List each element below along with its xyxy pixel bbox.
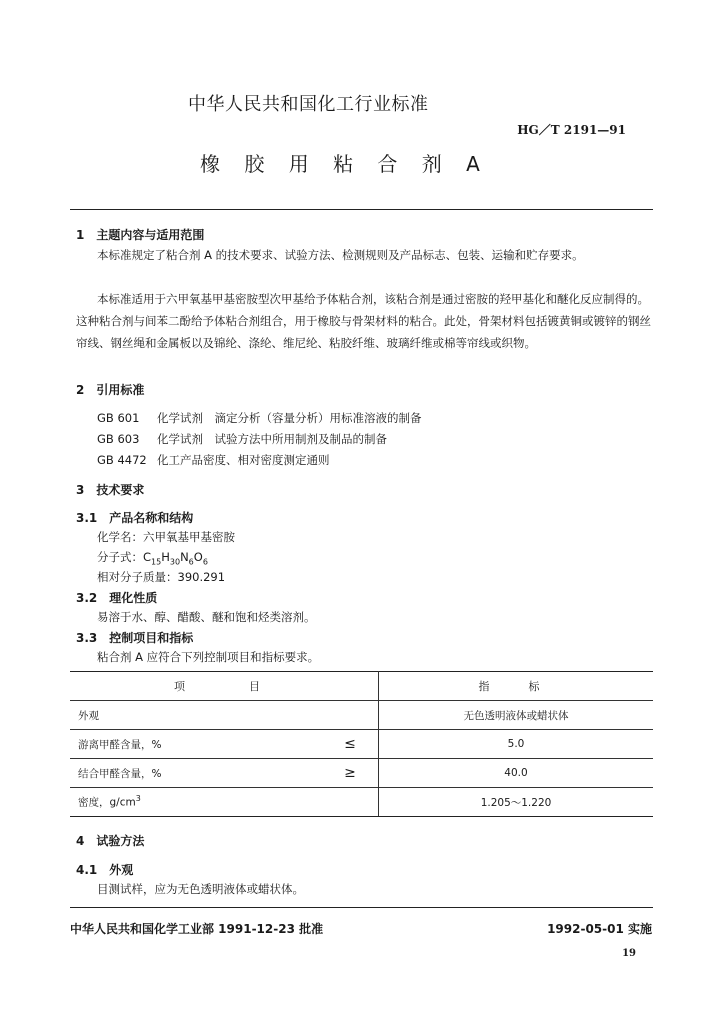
header-rule: [70, 209, 653, 210]
molecular-formula: [97, 549, 208, 566]
section-2-heading: 2 引用标准: [76, 383, 145, 397]
reference-item: [97, 431, 387, 447]
unit-superscript: 3: [135, 794, 141, 804]
reference-code: GB 601: [97, 411, 140, 425]
document-title: 橡 胶 用 粘 合 剂 A: [200, 152, 489, 176]
formula-subscript: 15: [151, 557, 162, 567]
table-cell-item: [70, 788, 322, 817]
footer-rule: [70, 907, 653, 908]
table-header-item: 项 目: [70, 672, 379, 701]
chemical-name: 化学名：六甲氧基甲基密胺: [97, 530, 235, 544]
section-3-heading: 3 技术要求: [76, 483, 145, 497]
approval-line: 中华人民共和国化学工业部 1991-12-23 批准: [70, 922, 324, 936]
reference-name: 化工产品密度、相对密度测定通则: [157, 453, 330, 467]
section-3-2-heading: 3.2 理化性质: [76, 591, 158, 605]
section-1-heading: 1 主题内容与适用范围: [76, 228, 205, 242]
reference-item: [97, 410, 422, 426]
formula-label: 分子式：: [97, 550, 143, 564]
table-row: [70, 759, 653, 788]
section-3-1-heading: 3.1 产品名称和结构: [76, 511, 194, 525]
table-cell-item-text: 密度，g/cm: [78, 796, 136, 809]
section-1-paragraph-2: 本标准适用于六甲氧基甲基密胺型次甲基给予体粘合剂，该粘合剂是通过密胺的羟甲基化和醚化反应制得的。这种粘合剂与间苯二酚给予体粘合剂组合，用于橡胶与骨架材料的粘合。此处，骨架材料包括镀黄铜或镀锌的钢丝帘线、钢丝绳和金属板以及锦纶、涤纶、维尼纶、粘胶纤维、玻璃纤维或棉等帘线或织物。: [76, 292, 651, 350]
section-1-paragraph-1: 本标准规定了粘合剂 A 的技术要求、试验方法、检测规则及产品标志、包装、运输和贮存要求。: [97, 248, 584, 262]
section-3-2-text: 易溶于水、醇、醋酸、醚和饱和烃类溶剂。: [97, 610, 316, 624]
reference-item: [97, 452, 330, 468]
table-cell-symbol: [322, 701, 379, 730]
table-row: [70, 788, 653, 817]
formula-symbol: H: [161, 550, 170, 564]
section-3-3-heading: 3.3 控制项目和指标: [76, 631, 194, 645]
formula-subscript: 30: [169, 557, 181, 567]
page-number: 19: [622, 948, 636, 959]
table-header-row: [70, 672, 653, 701]
formula-symbol: C: [143, 550, 152, 564]
standard-code: HG／T 2191—91: [517, 123, 626, 137]
reference-name: 化学试剂 滴定分析（容量分析）用标准溶液的制备: [157, 411, 422, 425]
table-row: [70, 730, 653, 759]
formula-subscript: 6: [188, 557, 194, 567]
table-cell-symbol: ≤: [322, 730, 379, 759]
formula-symbol: N: [180, 550, 189, 564]
effective-date: 1992-05-01 实施: [547, 922, 652, 936]
formula-symbol: O: [193, 550, 203, 564]
table-cell-symbol: ≥: [322, 759, 379, 788]
specification-table: [70, 671, 653, 817]
table-cell-value: 无色透明液体或蜡状体: [379, 701, 654, 730]
table-cell-item: 结合甲醛含量，%: [70, 759, 322, 788]
molecular-mass: 相对分子质量：390.291: [97, 570, 226, 584]
reference-code: GB 4472: [97, 453, 147, 467]
formula-subscript: 6: [202, 557, 208, 567]
table-cell-value: 40.0: [379, 759, 654, 788]
table-row: [70, 701, 653, 730]
section-3-3-text: 粘合剂 A 应符合下列控制项目和指标要求。: [97, 650, 320, 664]
issuing-organization: 中华人民共和国化工行业标准: [188, 94, 429, 115]
reference-code: GB 603: [97, 432, 140, 446]
reference-name: 化学试剂 试验方法中所用制剂及制品的制备: [157, 432, 387, 446]
table-cell-item: 外观: [70, 701, 322, 730]
table-cell-value: 1.205～1.220: [379, 788, 654, 817]
table-header-value: 指 标: [379, 672, 654, 701]
section-4-heading: 4 试验方法: [76, 834, 145, 848]
table-cell-value: 5.0: [379, 730, 654, 759]
table-cell-item: 游离甲醛含量，%: [70, 730, 322, 759]
section-4-1-heading: 4.1 外观: [76, 863, 134, 877]
section-4-1-text: 目测试样，应为无色透明液体或蜡状体。: [97, 882, 304, 896]
table-cell-symbol: [322, 788, 379, 817]
